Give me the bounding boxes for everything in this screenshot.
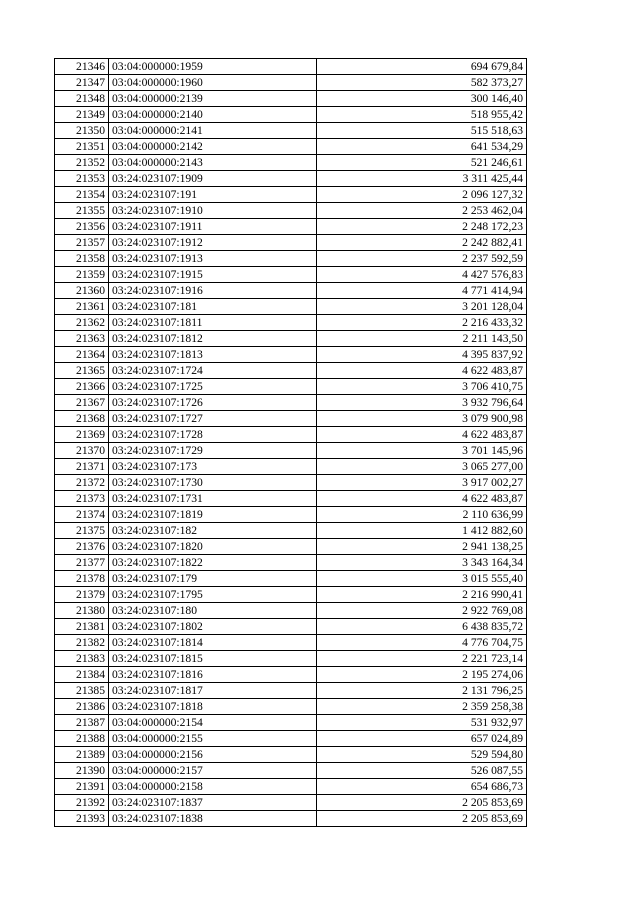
table-body <box>55 59 527 827</box>
cadastral-number-cell: 03:24:023107:1814 <box>109 635 317 651</box>
cadastral-number-cell: 03:24:023107:173 <box>109 459 317 475</box>
value-cell: 694 679,84 <box>317 59 527 75</box>
table-row <box>55 107 527 123</box>
value-cell: 2 242 882,41 <box>317 235 527 251</box>
table-row <box>55 779 527 795</box>
table-row <box>55 267 527 283</box>
table-row <box>55 123 527 139</box>
table-row <box>55 411 527 427</box>
cadastral-number-cell: 03:04:000000:2142 <box>109 139 317 155</box>
row-number-cell: 21371 <box>55 459 109 475</box>
table-row <box>55 171 527 187</box>
cadastral-number-cell: 03:24:023107:1726 <box>109 395 317 411</box>
cadastral-number-cell: 03:24:023107:181 <box>109 299 317 315</box>
table-row <box>55 747 527 763</box>
value-cell: 3 932 796,64 <box>317 395 527 411</box>
cadastral-number-cell: 03:04:000000:2154 <box>109 715 317 731</box>
row-number-cell: 21358 <box>55 251 109 267</box>
table-row <box>55 139 527 155</box>
value-cell: 2 195 274,06 <box>317 667 527 683</box>
table-row <box>55 683 527 699</box>
row-number-cell: 21380 <box>55 603 109 619</box>
cadastral-number-cell: 03:04:000000:1959 <box>109 59 317 75</box>
table-row <box>55 699 527 715</box>
row-number-cell: 21379 <box>55 587 109 603</box>
table-row <box>55 651 527 667</box>
row-number-cell: 21377 <box>55 555 109 571</box>
table-row <box>55 155 527 171</box>
table-row <box>55 347 527 363</box>
table-row <box>55 555 527 571</box>
cadastral-number-cell: 03:24:023107:1729 <box>109 443 317 459</box>
value-cell: 2 216 990,41 <box>317 587 527 603</box>
cadastral-number-cell: 03:24:023107:182 <box>109 523 317 539</box>
cadastral-number-cell: 03:24:023107:1915 <box>109 267 317 283</box>
cadastral-number-cell: 03:24:023107:1912 <box>109 235 317 251</box>
row-number-cell: 21374 <box>55 507 109 523</box>
value-cell: 3 311 425,44 <box>317 171 527 187</box>
cadastral-number-cell: 03:24:023107:1802 <box>109 619 317 635</box>
value-cell: 518 955,42 <box>317 107 527 123</box>
cadastral-number-cell: 03:04:000000:2155 <box>109 731 317 747</box>
value-cell: 4 622 483,87 <box>317 491 527 507</box>
row-number-cell: 21360 <box>55 283 109 299</box>
value-cell: 582 373,27 <box>317 75 527 91</box>
row-number-cell: 21385 <box>55 683 109 699</box>
cadastral-number-cell: 03:24:023107:1913 <box>109 251 317 267</box>
cadastral-number-cell: 03:24:023107:1815 <box>109 651 317 667</box>
cadastral-number-cell: 03:04:000000:2158 <box>109 779 317 795</box>
table-row <box>55 379 527 395</box>
row-number-cell: 21378 <box>55 571 109 587</box>
table-row <box>55 251 527 267</box>
table-row <box>55 395 527 411</box>
row-number-cell: 21382 <box>55 635 109 651</box>
table-row <box>55 571 527 587</box>
value-cell: 2 096 127,32 <box>317 187 527 203</box>
table-row <box>55 763 527 779</box>
table-row <box>55 587 527 603</box>
value-cell: 2 941 138,25 <box>317 539 527 555</box>
table-row <box>55 731 527 747</box>
cadastral-number-cell: 03:24:023107:1813 <box>109 347 317 363</box>
row-number-cell: 21350 <box>55 123 109 139</box>
cadastral-number-cell: 03:24:023107:1727 <box>109 411 317 427</box>
row-number-cell: 21364 <box>55 347 109 363</box>
value-cell: 3 343 164,34 <box>317 555 527 571</box>
row-number-cell: 21392 <box>55 795 109 811</box>
value-cell: 4 622 483,87 <box>317 427 527 443</box>
row-number-cell: 21354 <box>55 187 109 203</box>
value-cell: 2 131 796,25 <box>317 683 527 699</box>
row-number-cell: 21363 <box>55 331 109 347</box>
value-cell: 3 079 900,98 <box>317 411 527 427</box>
cadastral-number-cell: 03:24:023107:1837 <box>109 795 317 811</box>
value-cell: 3 917 002,27 <box>317 475 527 491</box>
table-row <box>55 795 527 811</box>
table-row <box>55 635 527 651</box>
cadastral-number-cell: 03:24:023107:1916 <box>109 283 317 299</box>
row-number-cell: 21357 <box>55 235 109 251</box>
row-number-cell: 21347 <box>55 75 109 91</box>
cadastral-number-cell: 03:04:000000:1960 <box>109 75 317 91</box>
table-row <box>55 491 527 507</box>
value-cell: 2 221 723,14 <box>317 651 527 667</box>
row-number-cell: 21362 <box>55 315 109 331</box>
value-cell: 4 395 837,92 <box>317 347 527 363</box>
value-cell: 4 427 576,83 <box>317 267 527 283</box>
value-cell: 2 110 636,99 <box>317 507 527 523</box>
table-row <box>55 75 527 91</box>
cadastral-number-cell: 03:24:023107:1909 <box>109 171 317 187</box>
value-cell: 2 248 172,23 <box>317 219 527 235</box>
cadastral-number-cell: 03:24:023107:180 <box>109 603 317 619</box>
row-number-cell: 21348 <box>55 91 109 107</box>
table-row <box>55 603 527 619</box>
value-cell: 3 065 277,00 <box>317 459 527 475</box>
row-number-cell: 21370 <box>55 443 109 459</box>
row-number-cell: 21387 <box>55 715 109 731</box>
row-number-cell: 21386 <box>55 699 109 715</box>
value-cell: 526 087,55 <box>317 763 527 779</box>
table-row <box>55 59 527 75</box>
cadastral-number-cell: 03:04:000000:2139 <box>109 91 317 107</box>
value-cell: 2 922 769,08 <box>317 603 527 619</box>
cadastral-number-cell: 03:04:000000:2140 <box>109 107 317 123</box>
value-cell: 3 701 145,96 <box>317 443 527 459</box>
value-cell: 6 438 835,72 <box>317 619 527 635</box>
cadastral-number-cell: 03:24:023107:179 <box>109 571 317 587</box>
row-number-cell: 21368 <box>55 411 109 427</box>
value-cell: 300 146,40 <box>317 91 527 107</box>
value-cell: 641 534,29 <box>317 139 527 155</box>
table-row <box>55 715 527 731</box>
cadastral-number-cell: 03:24:023107:191 <box>109 187 317 203</box>
row-number-cell: 21390 <box>55 763 109 779</box>
table-row <box>55 331 527 347</box>
row-number-cell: 21375 <box>55 523 109 539</box>
value-cell: 3 015 555,40 <box>317 571 527 587</box>
value-cell: 2 359 258,38 <box>317 699 527 715</box>
table-row <box>55 203 527 219</box>
value-cell: 2 237 592,59 <box>317 251 527 267</box>
table-row <box>55 363 527 379</box>
cadastral-number-cell: 03:24:023107:1819 <box>109 507 317 523</box>
value-cell: 4 622 483,87 <box>317 363 527 379</box>
table-row <box>55 299 527 315</box>
table-row <box>55 283 527 299</box>
value-cell: 3 706 410,75 <box>317 379 527 395</box>
value-cell: 2 205 853,69 <box>317 795 527 811</box>
cadastral-number-cell: 03:24:023107:1730 <box>109 475 317 491</box>
row-number-cell: 21352 <box>55 155 109 171</box>
row-number-cell: 21353 <box>55 171 109 187</box>
cadastral-number-cell: 03:04:000000:2156 <box>109 747 317 763</box>
value-cell: 515 518,63 <box>317 123 527 139</box>
cadastral-number-cell: 03:24:023107:1725 <box>109 379 317 395</box>
table-row <box>55 235 527 251</box>
value-cell: 2 216 433,32 <box>317 315 527 331</box>
cadastral-number-cell: 03:24:023107:1811 <box>109 315 317 331</box>
table-row <box>55 507 527 523</box>
cadastral-number-cell: 03:24:023107:1911 <box>109 219 317 235</box>
value-cell: 531 932,97 <box>317 715 527 731</box>
cadastral-number-cell: 03:24:023107:1812 <box>109 331 317 347</box>
cadastral-number-cell: 03:24:023107:1795 <box>109 587 317 603</box>
row-number-cell: 21391 <box>55 779 109 795</box>
cadastral-number-cell: 03:24:023107:1817 <box>109 683 317 699</box>
cadastral-number-cell: 03:04:000000:2157 <box>109 763 317 779</box>
cadastral-number-cell: 03:24:023107:1816 <box>109 667 317 683</box>
table-row <box>55 619 527 635</box>
value-cell: 529 594,80 <box>317 747 527 763</box>
value-cell: 2 253 462,04 <box>317 203 527 219</box>
table-row <box>55 187 527 203</box>
table-row <box>55 91 527 107</box>
value-cell: 1 412 882,60 <box>317 523 527 539</box>
value-cell: 657 024,89 <box>317 731 527 747</box>
cadastral-number-cell: 03:24:023107:1731 <box>109 491 317 507</box>
table-row <box>55 427 527 443</box>
row-number-cell: 21355 <box>55 203 109 219</box>
table-row <box>55 667 527 683</box>
value-cell: 521 246,61 <box>317 155 527 171</box>
row-number-cell: 21384 <box>55 667 109 683</box>
row-number-cell: 21389 <box>55 747 109 763</box>
cadastral-number-cell: 03:04:000000:2143 <box>109 155 317 171</box>
row-number-cell: 21372 <box>55 475 109 491</box>
row-number-cell: 21349 <box>55 107 109 123</box>
value-cell: 654 686,73 <box>317 779 527 795</box>
cadastral-value-table <box>54 58 527 827</box>
row-number-cell: 21381 <box>55 619 109 635</box>
cadastral-number-cell: 03:24:023107:1822 <box>109 555 317 571</box>
cadastral-number-cell: 03:24:023107:1818 <box>109 699 317 715</box>
value-cell: 4 771 414,94 <box>317 283 527 299</box>
value-cell: 3 201 128,04 <box>317 299 527 315</box>
row-number-cell: 21388 <box>55 731 109 747</box>
value-cell: 2 205 853,69 <box>317 811 527 827</box>
cadastral-number-cell: 03:24:023107:1910 <box>109 203 317 219</box>
table-row <box>55 459 527 475</box>
table-row <box>55 811 527 827</box>
row-number-cell: 21367 <box>55 395 109 411</box>
table-row <box>55 523 527 539</box>
row-number-cell: 21351 <box>55 139 109 155</box>
cadastral-number-cell: 03:04:000000:2141 <box>109 123 317 139</box>
value-cell: 4 776 704,75 <box>317 635 527 651</box>
row-number-cell: 21366 <box>55 379 109 395</box>
row-number-cell: 21369 <box>55 427 109 443</box>
row-number-cell: 21373 <box>55 491 109 507</box>
row-number-cell: 21383 <box>55 651 109 667</box>
table-row <box>55 219 527 235</box>
row-number-cell: 21361 <box>55 299 109 315</box>
table-row <box>55 443 527 459</box>
cadastral-number-cell: 03:24:023107:1820 <box>109 539 317 555</box>
row-number-cell: 21359 <box>55 267 109 283</box>
row-number-cell: 21365 <box>55 363 109 379</box>
table-row <box>55 539 527 555</box>
cadastral-number-cell: 03:24:023107:1724 <box>109 363 317 379</box>
row-number-cell: 21393 <box>55 811 109 827</box>
cadastral-number-cell: 03:24:023107:1838 <box>109 811 317 827</box>
row-number-cell: 21346 <box>55 59 109 75</box>
table-row <box>55 315 527 331</box>
value-cell: 2 211 143,50 <box>317 331 527 347</box>
cadastral-number-cell: 03:24:023107:1728 <box>109 427 317 443</box>
row-number-cell: 21356 <box>55 219 109 235</box>
table-row <box>55 475 527 491</box>
row-number-cell: 21376 <box>55 539 109 555</box>
